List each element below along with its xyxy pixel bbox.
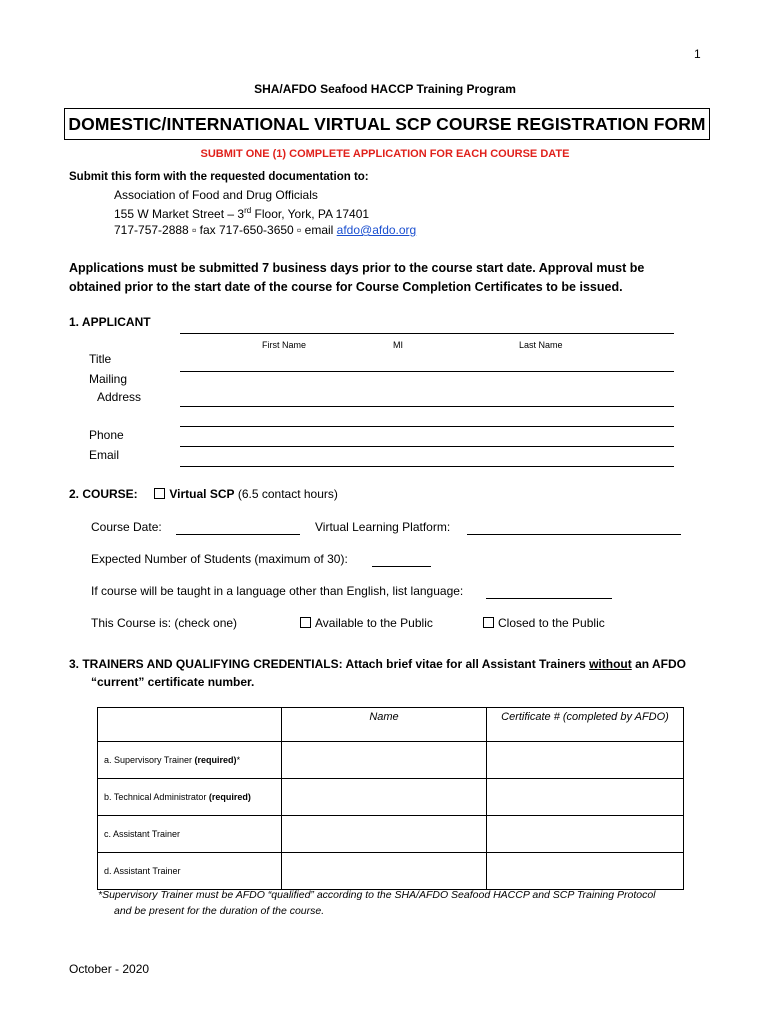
assistant-c-cert-cell [487,816,684,853]
email-link[interactable]: afdo@afdo.org [336,223,417,237]
trainers-heading-line-2: “current” certificate number. [91,675,255,689]
trainers-heading-underlined: without [589,657,632,671]
public-checkbox[interactable] [300,617,311,628]
trainers-table [97,707,684,890]
trainers-heading-post: an AFDO [631,657,686,671]
footer-date: October - 2020 [69,962,150,976]
assistant-c-name-cell[interactable] [282,816,487,853]
row-label-technical: b. Technical Administrator (required) [98,779,282,816]
applicant-heading: 1. APPLICANT [69,315,151,329]
first-name-label: First Name [262,340,307,350]
address-line-2[interactable] [180,426,674,427]
table-row [98,853,684,890]
course-date-label: Course Date: [91,520,162,534]
expected-students-label: Expected Number of Students (maximum of 30): [91,552,348,566]
course-row [69,487,338,501]
closed-option[interactable] [483,616,605,630]
technical-cert-cell [487,779,684,816]
virtual-scp-hours: (6.5 contact hours) [234,487,338,501]
language-line[interactable] [486,598,612,599]
phone-line[interactable] [180,446,674,447]
page-number: 1 [694,47,701,61]
closed-checkbox[interactable] [483,617,494,628]
table-header-row [98,708,684,742]
footnote-line-2: and be present for the duration of the course. [114,905,325,917]
header-blank-cell [98,708,282,742]
virtual-scp-checkbox[interactable] [154,488,165,499]
closed-label: Closed to the Public [498,616,605,630]
phone-fax: 717-757-2888 ▫ fax 717-650-3650 ▫ email [114,223,337,237]
table-row [98,779,684,816]
phone-label: Phone [89,428,124,442]
deadline-line-1: Applications must be submitted 7 business days prior to the course start date. Approval must be [69,261,645,275]
mailing-label: Mailing [89,372,128,386]
table-row [98,742,684,779]
header-name: Name [282,708,487,742]
header-certificate: Certificate # (completed by AFDO) [487,708,684,742]
expected-students-line[interactable] [372,566,431,567]
assistant-d-name-cell[interactable] [282,853,487,890]
supervisory-cert-cell [487,742,684,779]
course-date-line[interactable] [176,534,300,535]
table-row [98,816,684,853]
address-street [114,206,369,221]
address-contact [114,223,416,237]
platform-label: Virtual Learning Platform: [315,520,451,534]
program-title: SHA/AFDO Seafood HACCP Training Program [254,82,516,96]
language-label: If course will be taught in a language other than English, list language: [91,584,464,598]
title-label: Title [89,352,112,366]
address-label: Address [97,390,142,404]
street-post: Floor, York, PA 17401 [251,207,370,221]
platform-line[interactable] [467,534,681,535]
assistant-d-cert-cell [487,853,684,890]
email-label: Email [89,448,120,462]
deadline-line-2: obtained prior to the start date of the course for Course Completion Certificates to be issued. [69,280,623,294]
row-label-assistant-c: c. Assistant Trainer [98,816,282,853]
address-line-1[interactable] [180,406,674,407]
course-heading: 2. COURSE: [69,487,138,501]
title-line[interactable] [180,371,674,372]
submit-instruction: Submit this form with the requested documentation to: [69,171,369,183]
street-pre: 155 W Market Street – 3 [114,207,245,221]
public-label: Available to the Public [315,616,433,630]
this-course-label: This Course is: (check one) [91,616,238,630]
submit-notice: SUBMIT ONE (1) COMPLETE APPLICATION FOR EACH COURSE DATE [200,148,570,160]
row-label-supervisory: a. Supervisory Trainer (required)* [98,742,282,779]
last-name-label: Last Name [519,340,563,350]
technical-name-cell[interactable] [282,779,487,816]
trainers-heading [69,657,686,671]
form-title-text: DOMESTIC/INTERNATIONAL VIRTUAL SCP COURSE REGISTRATION FORM [68,113,706,134]
mi-label: MI [393,340,403,350]
name-line[interactable] [180,333,674,334]
supervisory-name-cell[interactable] [282,742,487,779]
public-option[interactable] [300,616,433,630]
address-org: Association of Food and Drug Officials [114,188,318,202]
footnote-line-1: *Supervisory Trainer must be AFDO “qualified” according to the SHA/AFDO Seafood HACCP and SCP Training Protocol [98,889,656,901]
virtual-scp-label: Virtual SCP [169,487,235,501]
email-line[interactable] [180,466,674,467]
form-title [64,108,710,140]
row-label-assistant-d: d. Assistant Trainer [98,853,282,890]
street-sup: rd [244,206,252,215]
trainers-heading-pre: 3. TRAINERS AND QUALIFYING CREDENTIALS: Attach brief vitae for all Assistant Trainers [69,657,590,671]
